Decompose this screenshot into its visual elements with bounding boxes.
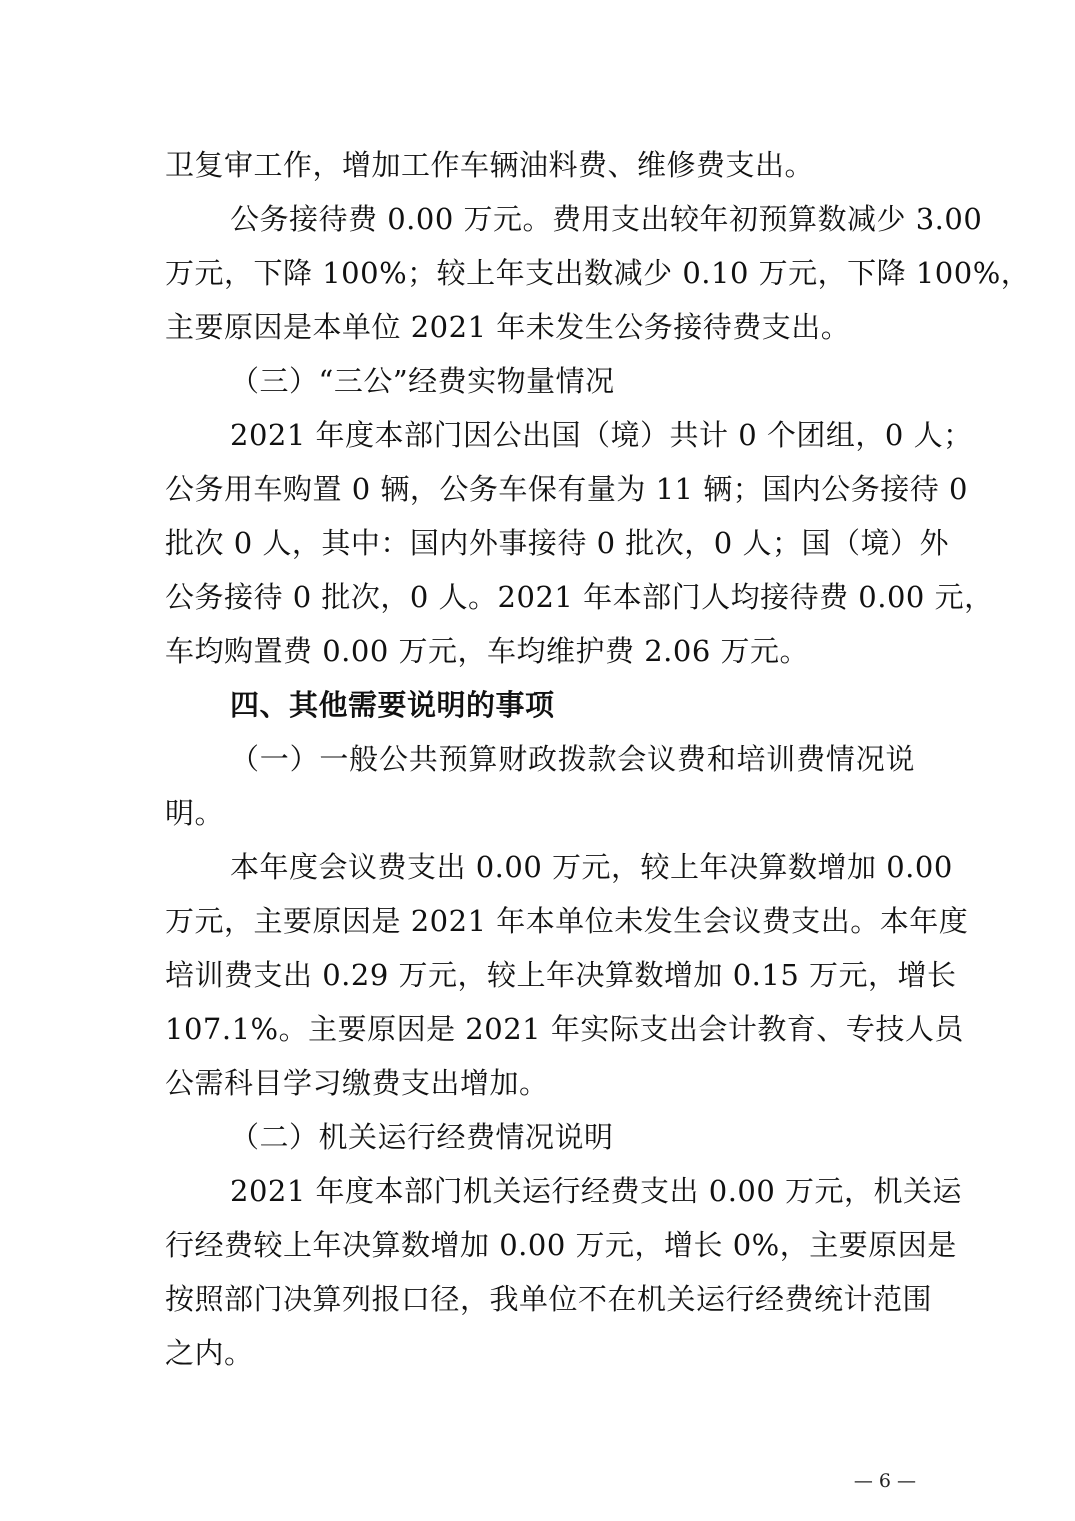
- paragraph-line: 之内。: [165, 1336, 254, 1370]
- paragraph-line: 按照部门决算列报口径，我单位不在机关运行经费统计范围: [165, 1282, 933, 1316]
- paragraph-line: 批次 0 人，其中：国内外事接待 0 批次，0 人；国（境）外: [165, 526, 949, 560]
- paragraph-line: 2021 年度本部门因公出国（境）共计 0 个团组，0 人；: [230, 418, 973, 452]
- paragraph-line: 培训费支出 0.29 万元，较上年决算数增加 0.15 万元，增长: [165, 958, 957, 992]
- paragraph-line: 公务用车购置 0 辆，公务车保有量为 11 辆；国内公务接待 0: [165, 472, 968, 506]
- paragraph-line: 公务接待费 0.00 万元。费用支出较年初预算数减少 3.00: [230, 202, 983, 236]
- paragraph-line: 2021 年度本部门机关运行经费支出 0.00 万元，机关运: [230, 1174, 963, 1208]
- paragraph-line: 主要原因是本单位 2021 年未发生公务接待费支出。: [165, 310, 851, 344]
- paragraph-line: 行经费较上年决算数增加 0.00 万元，增长 0%，主要原因是: [165, 1228, 957, 1262]
- paragraph-line: 本年度会议费支出 0.00 万元，较上年决算数增加 0.00: [230, 850, 953, 884]
- subsection-heading: （二）机关运行经费情况说明: [230, 1120, 614, 1154]
- paragraph-line: 万元，主要原因是 2021 年本单位未发生会议费支出。本年度: [165, 904, 969, 938]
- paragraph-line: 107.1%。主要原因是 2021 年实际支出会计教育、专技人员: [165, 1012, 964, 1046]
- paragraph-line: 卫复审工作，增加工作车辆油料费、维修费支出。: [165, 148, 815, 182]
- paragraph-line: 万元，下降 100%；较上年支出数减少 0.10 万元，下降 100%，: [165, 256, 1031, 290]
- section-heading: （三）“三公”经费实物量情况: [230, 364, 615, 398]
- paragraph-line: 车均购置费 0.00 万元，车均维护费 2.06 万元。: [165, 634, 810, 668]
- paragraph-line: 公需科目学习缴费支出增加。: [165, 1066, 549, 1100]
- subsection-heading: 明。: [165, 796, 225, 830]
- section-heading: 四、其他需要说明的事项: [230, 688, 555, 722]
- paragraph-line: 公务接待 0 批次，0 人。2021 年本部门人均接待费 0.00 元，: [165, 580, 994, 614]
- subsection-heading: （一）一般公共预算财政拨款会议费和培训费情况说: [230, 742, 915, 776]
- page-number: — 6 —: [853, 1470, 916, 1492]
